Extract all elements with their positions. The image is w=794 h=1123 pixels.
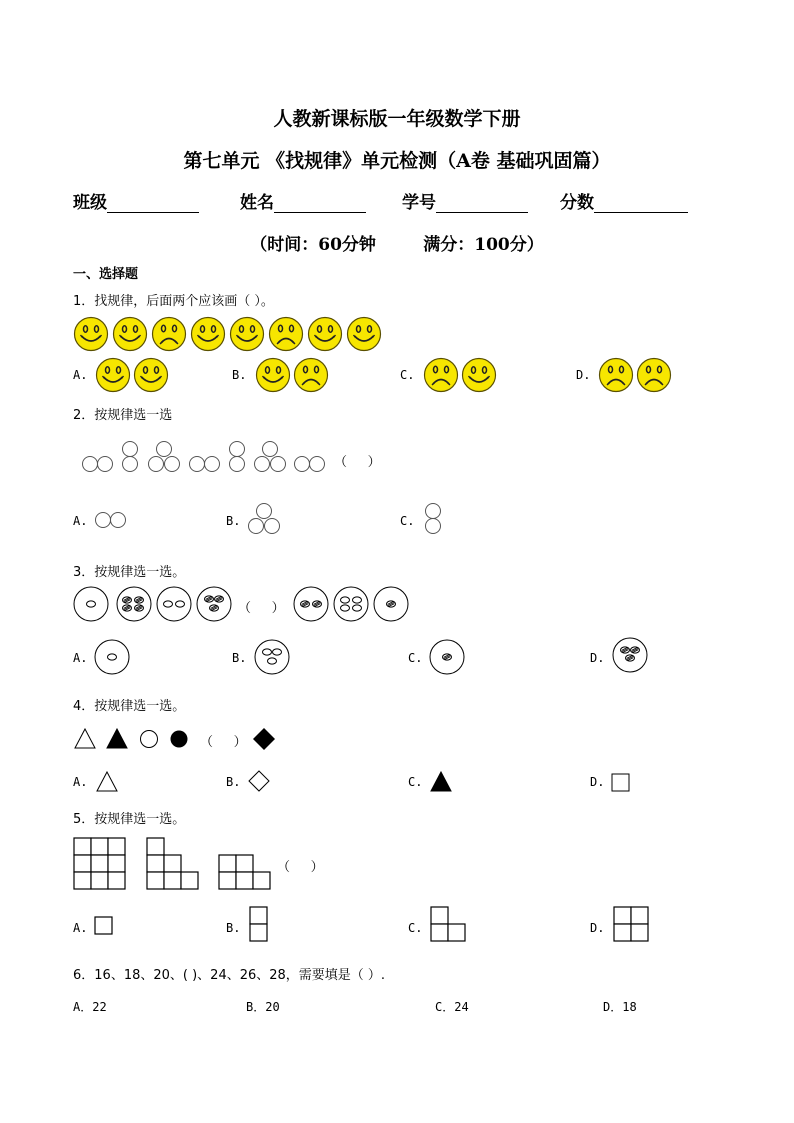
time-info: （时间：60分钟 满分：100分） xyxy=(250,235,544,255)
frown-face-icon xyxy=(425,359,458,392)
bean-circle-icon xyxy=(197,587,231,621)
two-circles-icon xyxy=(83,457,113,472)
option-letter: B． xyxy=(246,1000,266,1014)
question-5-text: 5．按规律选一选。 xyxy=(73,812,186,827)
single-square-icon xyxy=(95,917,112,934)
question-2-sequence xyxy=(80,440,330,476)
bean-circle-icon xyxy=(74,587,108,621)
black-circle-icon xyxy=(171,731,188,748)
question-2-option-b-label[interactable]: B. xyxy=(226,514,241,528)
question-5-option-a[interactable] xyxy=(94,916,114,936)
black-triangle-icon xyxy=(107,729,127,748)
question-5-option-a-label[interactable]: A. xyxy=(73,921,88,935)
grid-staircase-icon xyxy=(147,838,198,889)
smile-face-icon xyxy=(463,359,496,392)
question-5-option-d[interactable] xyxy=(613,906,651,944)
question-6-option-c[interactable] xyxy=(435,998,469,1015)
smile-face-icon xyxy=(75,318,108,351)
field-student-id-label: 学号 xyxy=(402,193,436,213)
question-4-option-a[interactable] xyxy=(96,771,118,793)
section-heading: 一、选择题 xyxy=(73,267,139,282)
question-1-option-b[interactable] xyxy=(256,358,330,394)
question-1-option-c[interactable] xyxy=(424,358,498,394)
option-letter: A． xyxy=(73,1000,93,1014)
white-square-icon xyxy=(612,774,629,791)
white-diamond-icon xyxy=(249,771,269,791)
smile-face-icon xyxy=(257,359,290,392)
question-1-option-a-label[interactable]: A. xyxy=(73,368,88,382)
bean-circle-icon xyxy=(117,587,151,621)
option-letter: D． xyxy=(603,1000,623,1014)
question-2-option-a-label[interactable]: A. xyxy=(73,514,88,528)
white-triangle-icon xyxy=(75,729,95,748)
two-circles-icon xyxy=(295,457,325,472)
question-5-option-d-label[interactable]: D. xyxy=(590,921,605,935)
question-4-sequence xyxy=(74,728,284,752)
two-circles-vertical-icon xyxy=(123,442,138,472)
field-score xyxy=(560,188,688,213)
question-6-option-d[interactable] xyxy=(603,998,637,1015)
option-letter: C． xyxy=(435,1000,455,1014)
smile-face-icon xyxy=(97,359,130,392)
question-2-option-c[interactable] xyxy=(423,502,443,538)
question-3-option-d[interactable] xyxy=(611,636,649,674)
black-triangle-icon xyxy=(431,772,451,791)
question-3-option-a-label[interactable]: A. xyxy=(73,651,88,665)
field-score-blank[interactable] xyxy=(594,195,688,213)
smile-face-icon xyxy=(135,359,168,392)
question-1-sequence xyxy=(74,317,384,353)
white-circle-icon xyxy=(141,731,158,748)
two-circles-icon xyxy=(190,457,220,472)
question-1-option-d-label[interactable]: D. xyxy=(576,368,591,382)
frown-face-icon xyxy=(153,318,186,351)
question-4-option-c-label[interactable]: C. xyxy=(408,775,423,789)
question-4-option-d[interactable] xyxy=(611,773,631,793)
three-circles-icon xyxy=(255,442,286,472)
question-2-option-a[interactable] xyxy=(95,510,129,530)
two-circles-vertical-icon xyxy=(230,442,245,472)
bean-circle-icon xyxy=(374,587,408,621)
frown-face-icon xyxy=(638,359,671,392)
bean-circle-icon xyxy=(157,587,191,621)
question-4-option-c[interactable] xyxy=(430,771,452,793)
question-1-option-b-label[interactable]: B. xyxy=(232,368,247,382)
page-title: 人教新课标版一年级数学下册 xyxy=(273,108,521,130)
bean-circle-icon xyxy=(334,587,368,621)
frown-face-icon xyxy=(600,359,633,392)
option-value: 24 xyxy=(454,1000,469,1014)
question-1-option-c-label[interactable]: C. xyxy=(400,368,415,382)
black-diamond-icon xyxy=(253,728,275,750)
grid-partial-icon xyxy=(219,855,270,889)
question-4-blank[interactable]: （ ） xyxy=(200,735,247,750)
question-3-option-d-label[interactable]: D. xyxy=(590,651,605,665)
question-2-text: 2．按规律选一选 xyxy=(73,408,173,423)
question-6-option-a[interactable] xyxy=(73,998,107,1015)
question-5-option-b[interactable] xyxy=(249,906,269,944)
smile-face-icon xyxy=(231,318,264,351)
question-2-blank[interactable]: （ ） xyxy=(334,455,381,470)
field-score-label: 分数 xyxy=(560,193,594,213)
page-subtitle: 第七单元 《找规律》单元检测（A卷 基础巩固篇） xyxy=(183,150,611,172)
question-4-option-a-label[interactable]: A. xyxy=(73,775,88,789)
white-triangle-icon xyxy=(97,772,117,791)
question-3-blank[interactable]: （ ） xyxy=(238,601,285,616)
frown-face-icon xyxy=(270,318,303,351)
smile-face-icon xyxy=(192,318,225,351)
field-class xyxy=(73,188,199,213)
question-2-option-b[interactable] xyxy=(248,502,284,538)
three-circles-icon xyxy=(149,442,180,472)
question-5-sequence xyxy=(73,837,273,891)
field-student-id xyxy=(402,188,528,213)
question-5-blank[interactable]: （ ） xyxy=(277,860,324,875)
question-1-option-d[interactable] xyxy=(599,358,673,394)
question-4-text: 4．按规律选一选。 xyxy=(73,699,186,714)
bean-circle-icon xyxy=(294,587,328,621)
question-3-option-c[interactable] xyxy=(428,638,466,676)
field-name-label: 姓名 xyxy=(240,193,274,213)
field-name xyxy=(240,188,366,213)
option-value: 18 xyxy=(622,1000,637,1014)
grid-3x3-icon xyxy=(74,838,125,889)
question-5-option-b-label[interactable]: B. xyxy=(226,921,241,935)
question-4-option-d-label[interactable]: D. xyxy=(590,775,605,789)
bean-circle-icon xyxy=(255,640,289,674)
l-shape-squares-icon xyxy=(431,907,465,941)
field-class-blank[interactable] xyxy=(107,195,199,213)
question-6-text: 6．16、18、20、( )、24、26、28，需要填是（ ）. xyxy=(73,968,386,983)
three-circles-icon xyxy=(249,504,280,534)
question-1-option-a[interactable] xyxy=(96,358,170,394)
field-name-blank[interactable] xyxy=(274,195,366,213)
smile-face-icon xyxy=(348,318,381,351)
question-3-option-c-label[interactable]: C. xyxy=(408,651,423,665)
option-value: 20 xyxy=(265,1000,280,1014)
question-3-text: 3．按规律选一选。 xyxy=(73,565,186,580)
question-6-option-b[interactable] xyxy=(246,998,280,1015)
two-circles-vertical-icon xyxy=(426,504,441,534)
field-student-id-blank[interactable] xyxy=(436,195,528,213)
smile-face-icon xyxy=(309,318,342,351)
two-circles-icon xyxy=(96,513,126,528)
question-4-option-b-label[interactable]: B. xyxy=(226,775,241,789)
vertical-two-squares-icon xyxy=(250,907,267,941)
frown-face-icon xyxy=(295,359,328,392)
smile-face-icon xyxy=(114,318,147,351)
question-3-option-b-label[interactable]: B. xyxy=(232,651,247,665)
question-3-option-b[interactable] xyxy=(253,638,291,676)
question-5-option-c[interactable] xyxy=(430,906,468,944)
question-4-option-b[interactable] xyxy=(248,770,270,792)
question-5-option-c-label[interactable]: C. xyxy=(408,921,423,935)
option-value: 22 xyxy=(92,1000,107,1014)
question-2-option-c-label[interactable]: C. xyxy=(400,514,415,528)
field-class-label: 班级 xyxy=(73,193,107,213)
grid-2x2-icon xyxy=(614,907,648,941)
question-3-option-a[interactable] xyxy=(93,638,131,676)
question-1-text: 1．找规律，后面两个应该画（ ）。 xyxy=(73,294,274,309)
